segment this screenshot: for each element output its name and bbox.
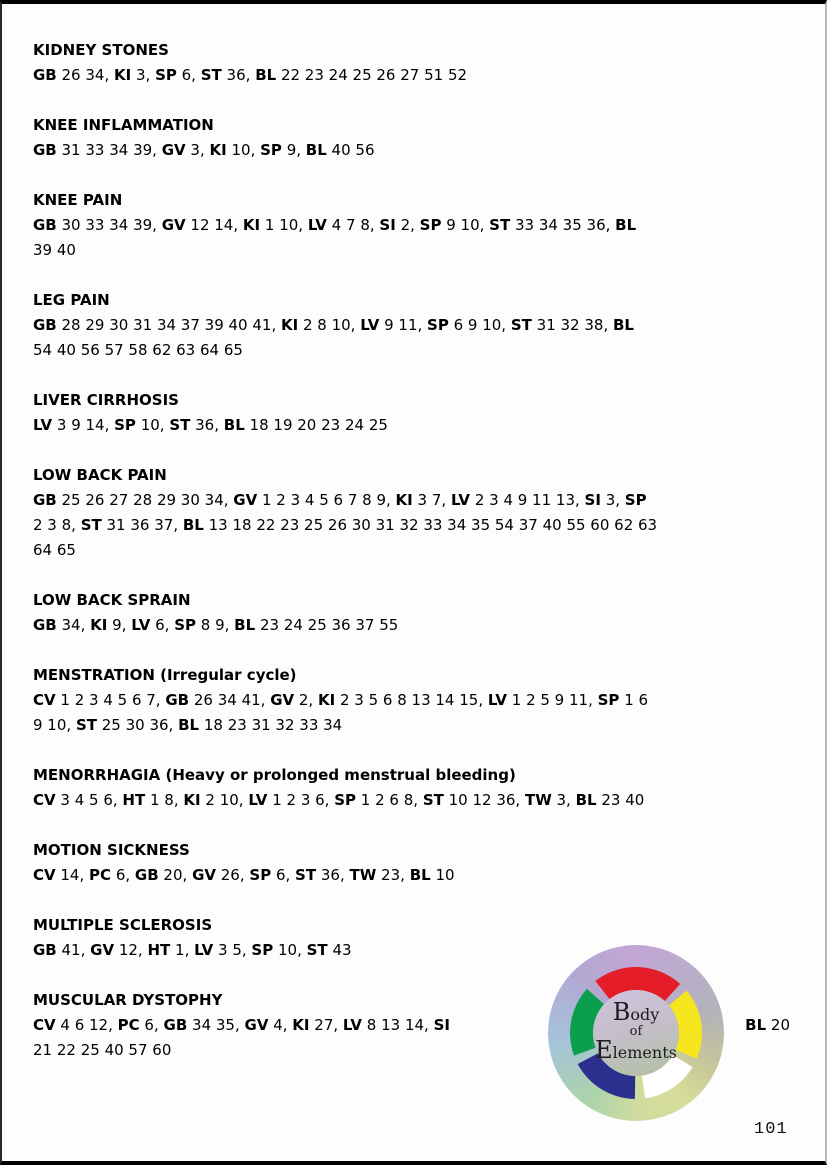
point-numbers: 2 3 8, — [33, 516, 81, 534]
point-numbers: 1 6 — [619, 691, 649, 709]
meridian-code: BL — [613, 316, 634, 334]
meridian-code: KI — [183, 791, 201, 809]
meridian-code: SP — [419, 216, 442, 234]
point-numbers: 2 3 5 6 8 13 14 15, — [335, 691, 488, 709]
point-numbers: 26, — [215, 866, 250, 884]
point-numbers: 28 29 30 31 34 37 39 40 41, — [56, 316, 281, 334]
meridian-code: SP — [249, 866, 272, 884]
meridian-code: SP — [174, 616, 196, 634]
point-numbers: 12, — [114, 941, 148, 959]
body-of-elements-logo — [548, 945, 724, 1121]
point-numbers: 3 5, — [213, 941, 252, 959]
point-numbers: 64 65 — [33, 541, 76, 559]
points-line — [33, 413, 790, 438]
logo-text-body — [612, 998, 660, 1026]
condition-title: LIVER CIRRHOSIS — [33, 391, 179, 409]
meridian-code: LV — [342, 1016, 363, 1034]
meridian-code: SI — [379, 216, 396, 234]
meridian-code: CV — [33, 866, 56, 884]
meridian-code: SP — [114, 416, 136, 434]
meridian-code: LV — [194, 941, 214, 959]
condition-title: MOTION SICKNESS — [33, 841, 190, 859]
condition-section — [33, 388, 790, 438]
meridian-code: ST — [489, 216, 511, 234]
point-numbers: 8 9, — [196, 616, 235, 634]
condition-section — [33, 763, 790, 813]
point-numbers: 6 9 10, — [448, 316, 511, 334]
meridian-code: CV — [33, 791, 56, 809]
meridian-code: PC — [117, 1016, 140, 1034]
meridian-code: GB — [33, 616, 57, 634]
condition-section — [33, 38, 790, 88]
point-numbers: 9 10, — [33, 716, 76, 734]
condition-title: LOW BACK SPRAIN — [33, 591, 191, 609]
point-numbers: 13 18 22 23 25 26 30 31 32 33 34 35 54 37 40 55 60 62 63 — [203, 516, 658, 534]
meridian-code: GV — [244, 1016, 269, 1034]
meridian-code: BL — [255, 66, 277, 84]
point-numbers: 31 32 38, — [531, 316, 613, 334]
point-numbers: 36, — [316, 866, 350, 884]
meridian-code: KI — [292, 1016, 310, 1034]
meridian-code: GV — [161, 216, 186, 234]
point-numbers: 2, — [395, 216, 420, 234]
point-numbers: 40 56 — [326, 141, 375, 159]
meridian-code: GB — [33, 941, 57, 959]
meridian-code: GB — [33, 216, 57, 234]
logo-initial-e: E — [595, 1036, 613, 1064]
logo-rest-ody: ody — [630, 1005, 660, 1024]
meridian-code: KI — [114, 66, 132, 84]
logo-rest-lements: lements — [612, 1043, 677, 1062]
meridian-code: LV — [131, 616, 151, 634]
point-numbers: 10, — [135, 416, 170, 434]
meridian-code: BL — [223, 416, 245, 434]
meridian-code: SI — [584, 491, 601, 509]
meridian-code: HT — [122, 791, 146, 809]
point-numbers: 9 11, — [379, 316, 428, 334]
point-numbers: 43 — [327, 941, 352, 959]
meridian-code: KI — [395, 491, 413, 509]
meridian-code: LV — [307, 216, 327, 234]
meridian-code: GB — [33, 141, 57, 159]
meridian-code: ST — [75, 716, 97, 734]
condition-title: MULTIPLE SCLEROSIS — [33, 916, 213, 934]
meridian-code: GV — [270, 691, 295, 709]
points-line — [33, 538, 790, 563]
points-line — [33, 788, 790, 813]
points-line — [33, 138, 790, 163]
meridian-code: TW — [524, 791, 552, 809]
condition-section — [33, 588, 790, 638]
point-numbers: 1 2 3 6, — [267, 791, 335, 809]
points-line — [33, 513, 790, 538]
point-numbers: 2 10, — [200, 791, 249, 809]
point-numbers: 3 4 5 6, — [55, 791, 123, 809]
point-numbers: 54 40 56 57 58 62 63 64 65 — [33, 341, 243, 359]
point-numbers: 1 2 6 8, — [356, 791, 423, 809]
meridian-code: GB — [165, 691, 190, 709]
point-numbers: 36, — [221, 66, 256, 84]
point-numbers: 18 23 31 32 33 34 — [199, 716, 343, 734]
point-numbers: 36, — [190, 416, 224, 434]
meridian-code: GV — [233, 491, 258, 509]
point-numbers: 4 7 8, — [326, 216, 380, 234]
meridian-code: LV — [487, 691, 507, 709]
point-numbers: 23, — [376, 866, 410, 884]
condition-title: MENORRHAGIA (Heavy or prolonged menstrual bleeding) — [33, 766, 516, 784]
meridian-code: LV — [360, 316, 380, 334]
meridian-code: BL — [575, 791, 597, 809]
meridian-code: GB — [134, 866, 159, 884]
point-numbers: 26 34, — [56, 66, 114, 84]
condition-section — [33, 113, 790, 163]
logo-center-disc — [593, 990, 679, 1076]
meridian-code: BL — [409, 866, 431, 884]
points-line — [33, 613, 790, 638]
point-numbers: 9, — [107, 616, 132, 634]
point-numbers: 14, — [55, 866, 90, 884]
points-line — [33, 338, 790, 363]
point-numbers: 18 19 20 23 24 25 — [244, 416, 388, 434]
condition-section — [33, 663, 790, 738]
meridian-code: GV — [90, 941, 115, 959]
meridian-code: SP — [624, 491, 647, 509]
point-numbers: 25 26 27 28 29 30 34, — [56, 491, 234, 509]
meridian-code: LV — [33, 416, 53, 434]
point-numbers: 6, — [139, 1016, 164, 1034]
point-numbers: 4 6 12, — [55, 1016, 118, 1034]
condition-title: KIDNEY STONES — [33, 41, 169, 59]
point-numbers: 10 — [430, 866, 455, 884]
meridian-code: SI — [433, 1016, 450, 1034]
points-line — [33, 238, 790, 263]
point-numbers: 12 14, — [185, 216, 243, 234]
points-line — [33, 63, 790, 88]
condition-title: KNEE INFLAMMATION — [33, 116, 214, 134]
point-numbers: 1 10, — [260, 216, 308, 234]
point-numbers: 20, — [158, 866, 193, 884]
point-numbers: 27, — [309, 1016, 343, 1034]
meridian-code: BL — [615, 216, 637, 234]
condition-title: MUSCULAR DYSTOPHY — [33, 991, 223, 1009]
meridian-code: CV — [33, 1016, 56, 1034]
point-numbers: 34, — [56, 616, 91, 634]
points-line — [33, 713, 790, 738]
meridian-code: BL — [182, 516, 204, 534]
meridian-code: HT — [147, 941, 171, 959]
point-numbers: 1 2 3 4 5 6 7, — [55, 691, 166, 709]
point-numbers: 6, — [111, 866, 135, 884]
point-numbers: 31 36 37, — [101, 516, 183, 534]
point-numbers: 20 — [766, 1016, 790, 1034]
meridian-code: LV — [450, 491, 471, 509]
point-numbers: 6, — [271, 866, 296, 884]
meridian-code: ST — [306, 941, 328, 959]
page-number: 101 — [754, 1120, 788, 1139]
condition-section — [33, 463, 790, 563]
meridian-code: ST — [80, 516, 102, 534]
meridian-code: SP — [251, 941, 274, 959]
point-numbers: 3, — [185, 141, 210, 159]
point-numbers: 3, — [600, 491, 625, 509]
points-line — [33, 313, 790, 338]
point-numbers: 1 2 5 9 11, — [506, 691, 598, 709]
condition-section — [33, 288, 790, 363]
point-numbers: 25 30 36, — [96, 716, 179, 734]
conditions-list — [33, 38, 790, 1088]
point-numbers: 41, — [56, 941, 91, 959]
meridian-code: BL — [745, 1016, 767, 1034]
point-numbers: 10, — [226, 141, 261, 159]
meridian-code: PC — [89, 866, 112, 884]
meridian-code: KI — [317, 691, 336, 709]
meridian-code: SP — [597, 691, 620, 709]
meridian-code: ST — [422, 791, 444, 809]
condition-section — [33, 838, 790, 888]
point-numbers: 33 34 35 36, — [510, 216, 616, 234]
meridian-code: GB — [33, 316, 57, 334]
point-numbers: 23 40 — [596, 791, 645, 809]
meridian-code: SP — [260, 141, 282, 159]
meridian-code: GV — [192, 866, 216, 884]
point-numbers: 9 10, — [441, 216, 490, 234]
point-numbers: 6, — [176, 66, 201, 84]
meridian-code: ST — [295, 866, 317, 884]
condition-title: LEG PAIN — [33, 291, 110, 309]
point-numbers: 3, — [131, 66, 156, 84]
point-numbers: 2 3 4 9 11 13, — [470, 491, 585, 509]
point-numbers: 31 33 34 39, — [56, 141, 162, 159]
meridian-code: KI — [242, 216, 261, 234]
point-numbers: 30 33 34 39, — [56, 216, 162, 234]
meridian-code: GV — [161, 141, 186, 159]
meridian-code: GB — [33, 66, 57, 84]
logo-text-elements — [595, 1036, 677, 1064]
point-numbers: 4, — [268, 1016, 293, 1034]
meridian-code: KI — [90, 616, 108, 634]
meridian-code: GB — [163, 1016, 188, 1034]
points-line — [33, 688, 790, 713]
point-numbers: 1 8, — [145, 791, 184, 809]
meridian-code: SP — [334, 791, 357, 809]
point-numbers: 9, — [281, 141, 306, 159]
meridian-code: TW — [349, 866, 377, 884]
points-line — [33, 488, 790, 513]
point-numbers: 3 7, — [412, 491, 451, 509]
point-numbers: 10, — [273, 941, 307, 959]
point-numbers: 39 40 — [33, 241, 76, 259]
meridian-code: ST — [510, 316, 532, 334]
point-numbers: 21 22 25 40 57 60 — [33, 1041, 172, 1059]
point-numbers: 10 12 36, — [443, 791, 525, 809]
meridian-code: ST — [200, 66, 222, 84]
logo-initial-b: B — [612, 998, 631, 1026]
meridian-code: SP — [155, 66, 177, 84]
meridian-code: GB — [33, 491, 57, 509]
points-line — [33, 863, 790, 888]
meridian-code: CV — [33, 691, 56, 709]
point-numbers: 3, — [551, 791, 576, 809]
meridian-code: SP — [427, 316, 449, 334]
meridian-code: KI — [280, 316, 299, 334]
meridian-code: BL — [234, 616, 256, 634]
point-numbers: 23 24 25 36 37 55 — [255, 616, 399, 634]
point-numbers: 1 2 3 4 5 6 7 8 9, — [257, 491, 396, 509]
point-numbers: 8 13 14, — [362, 1016, 434, 1034]
condition-title: LOW BACK PAIN — [33, 466, 167, 484]
condition-title: MENSTRATION (Irregular cycle) — [33, 666, 297, 684]
point-numbers: 34 35, — [187, 1016, 245, 1034]
meridian-code: LV — [248, 791, 268, 809]
condition-title: KNEE PAIN — [33, 191, 123, 209]
meridian-code: BL — [305, 141, 327, 159]
points-line — [33, 213, 790, 238]
point-numbers: 2, — [294, 691, 318, 709]
point-numbers: 1, — [170, 941, 195, 959]
condition-section — [33, 188, 790, 263]
meridian-code: BL — [178, 716, 200, 734]
point-numbers: 22 23 24 25 26 27 51 52 — [276, 66, 468, 84]
logo-text-of: of — [629, 1024, 643, 1039]
point-numbers: 26 34 41, — [189, 691, 271, 709]
point-numbers: 6, — [150, 616, 175, 634]
point-numbers: 2 8 10, — [298, 316, 361, 334]
meridian-code: KI — [209, 141, 227, 159]
meridian-code: ST — [169, 416, 191, 434]
point-numbers: 3 9 14, — [52, 416, 115, 434]
